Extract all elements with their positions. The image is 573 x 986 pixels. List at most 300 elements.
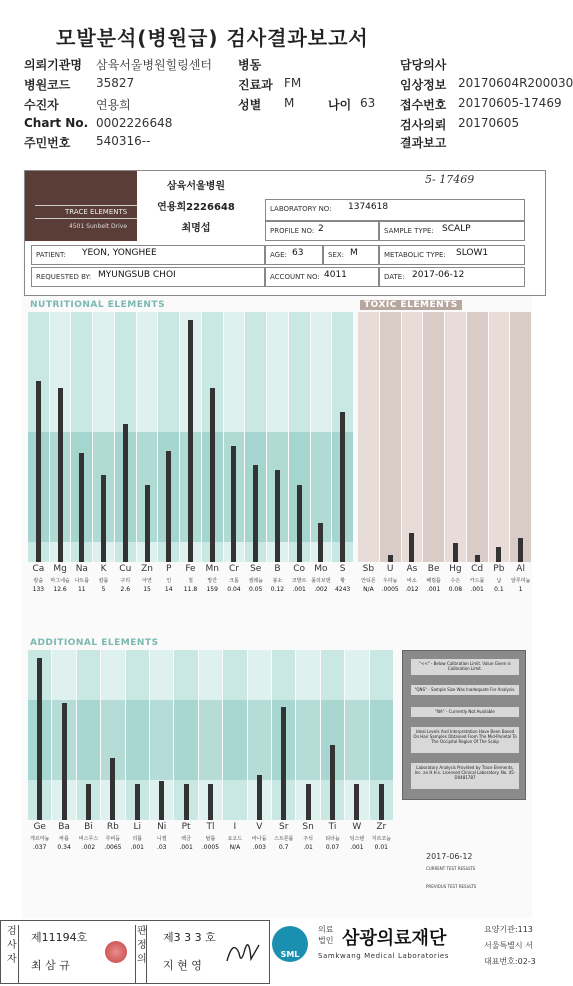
header-label: 진료과 [238, 78, 273, 92]
level-bar [257, 775, 262, 820]
level-bar [86, 784, 91, 820]
element-value: 2.6 [120, 586, 131, 593]
header-value: 35827 [96, 76, 135, 90]
element-column [93, 312, 114, 598]
element-value: .002 [81, 844, 96, 851]
reference-band [248, 700, 271, 780]
element-korean-name: 우라늄 [382, 578, 398, 584]
element-symbol: Cd [471, 564, 484, 574]
element-column [321, 650, 344, 868]
element-value: .0065 [104, 844, 122, 851]
footer [0, 918, 550, 986]
element-korean-name: 안티몬 [361, 578, 376, 584]
level-bar [166, 451, 171, 562]
sml-logo: SML [272, 926, 308, 962]
inspector-seal [105, 941, 127, 963]
legend-box [402, 650, 526, 800]
element-column [50, 312, 71, 598]
element-value: 15 [143, 586, 151, 593]
element-value: 0.1 [494, 586, 504, 593]
level-bar [354, 784, 359, 820]
additional-title: ADDITIONAL ELEMENTS [30, 638, 159, 648]
corp-english: Samkwang Medical Laboratories [318, 952, 450, 960]
reference-band [174, 700, 197, 780]
level-bar [518, 538, 523, 562]
patient-field [31, 245, 265, 265]
legend-note: "QNS" - Sample Size Was Inadequate For Analysis. [411, 685, 519, 695]
element-symbol: Mg [53, 564, 67, 574]
element-column [150, 650, 173, 868]
element-value: 11 [77, 586, 86, 593]
stamp-doctor: 최명섭 [181, 223, 211, 234]
element-column [510, 312, 531, 598]
element-korean-name: 바륨 [59, 836, 69, 842]
element-column [71, 312, 92, 598]
level-bar [188, 320, 193, 562]
element-value: .001 [130, 844, 144, 851]
element-value: .012 [405, 586, 419, 593]
element-korean-name: 루비듐 [105, 836, 121, 842]
element-symbol: Co [293, 564, 306, 574]
element-korean-name: 알루미늄 [510, 578, 531, 584]
additional-chart [28, 650, 394, 868]
element-column [289, 312, 310, 598]
element-value: 4243 [334, 586, 351, 593]
element-korean-name: 크롬 [229, 578, 239, 584]
inspector-label: 검사자 [7, 925, 19, 983]
element-column [115, 312, 136, 598]
element-symbol: K [100, 564, 107, 574]
age-value: 63 [292, 248, 304, 258]
element-column [28, 650, 51, 868]
reference-band [223, 700, 246, 780]
element-korean-name: 코발트 [291, 578, 307, 584]
sample-label: SAMPLE TYPE: [384, 227, 434, 235]
level-bar [379, 784, 384, 820]
lab-no-label: LABORATORY NO: [270, 205, 332, 213]
requested-value: MYUNGSUB CHOI [98, 270, 176, 280]
level-bar [135, 784, 140, 820]
level-bar [62, 703, 67, 820]
column-background [423, 312, 444, 562]
reference-band [150, 700, 173, 780]
header-label: 검사의뢰 [400, 118, 447, 132]
header-label: 의뢰기관명 [24, 58, 82, 72]
element-symbol: As [406, 564, 418, 574]
element-korean-name: 카드뮴 [469, 578, 485, 584]
element-korean-name: 칼슘 [33, 578, 44, 584]
element-symbol: I [233, 822, 237, 832]
lab-no-value: 1374618 [348, 202, 389, 212]
level-bar [253, 465, 258, 562]
element-korean-name: 게르마늄 [30, 836, 50, 842]
level-bar [496, 547, 501, 562]
element-symbol: Ti [328, 822, 337, 832]
element-symbol: P [166, 564, 172, 574]
column-background [467, 312, 488, 562]
element-symbol: Cu [119, 564, 132, 574]
element-korean-name: 바나듐 [252, 836, 267, 842]
legend-note: "<<" - Below Calibration Limit. Value Given is Calibration Limit. [411, 659, 519, 675]
element-column [77, 650, 100, 868]
element-column [137, 312, 158, 598]
element-korean-name: 수은 [450, 578, 461, 584]
legend-note: Ideal Levels And Interpretation Have Been Based On Hair Samples Obtained From The Mid-Parietal To The Occipital Region Of The Scalp [411, 727, 519, 753]
header-label: 병원코드 [24, 78, 71, 92]
element-column [158, 312, 179, 598]
element-value: .0005 [381, 586, 399, 593]
element-korean-name: 스트론튬 [274, 836, 294, 842]
toxic-title: TOXIC ELEMENTS [360, 300, 462, 310]
legend-note: Laboratory Analysis Provided by Trace Elements, Inc. an H.H.s. Licensed Clinical Laboratory. No. 45-D0481787 [411, 763, 519, 789]
level-bar [36, 381, 41, 563]
header-label: 병동 [238, 58, 262, 72]
element-column [267, 312, 288, 598]
element-korean-name: 지르코늄 [371, 836, 391, 842]
level-bar [123, 424, 128, 562]
level-bar [231, 446, 236, 562]
sex-label: SEX: [328, 251, 345, 259]
element-symbol: Al [516, 564, 525, 574]
element-value: .003 [252, 844, 266, 851]
element-korean-name: 텅스텐 [349, 836, 365, 842]
level-bar [110, 758, 115, 820]
metabolic-field [379, 245, 525, 265]
inspector-license: 제11194호 [31, 931, 88, 944]
inspector-name: 최 삼 규 [31, 959, 70, 972]
age-label: 나이 [328, 98, 352, 112]
element-value: 0.05 [249, 586, 263, 593]
header-label: 임상정보 [400, 78, 447, 92]
age-value: 63 [360, 96, 376, 110]
element-column [358, 312, 379, 598]
element-symbol: Sn [302, 822, 314, 832]
date-field [379, 267, 525, 287]
sex-value: M [350, 248, 358, 258]
element-symbol: V [256, 822, 263, 832]
level-bar [184, 784, 189, 820]
element-column [402, 312, 423, 598]
element-symbol: Hg [449, 564, 462, 574]
doctor-license: 제3 3 3 호 [163, 931, 216, 944]
element-value: 0.07 [325, 844, 340, 851]
profile-field [265, 221, 379, 241]
doctor-name: 지 현 영 [163, 959, 202, 972]
element-symbol: Zr [376, 822, 387, 832]
element-column [311, 312, 332, 598]
element-value: 0.08 [448, 586, 463, 593]
level-bar [210, 388, 215, 562]
lab-company: TRACE ELEMENTS [35, 205, 155, 219]
element-column [272, 650, 295, 868]
element-value: .001 [350, 844, 364, 851]
profile-label: PROFILE NO: [270, 227, 315, 235]
element-symbol: Ba [58, 822, 70, 832]
column-background [380, 312, 401, 562]
header-value: 20170605 [458, 116, 520, 130]
level-bar [388, 555, 393, 562]
element-column [52, 650, 75, 868]
element-column [248, 650, 271, 868]
level-bar [281, 707, 286, 820]
level-bar [37, 658, 42, 820]
element-symbol: Zn [141, 564, 153, 574]
element-value: .0005 [201, 844, 220, 851]
report-title: 모발분석(병원급) 검사결과보고서 [56, 26, 369, 50]
element-value: 133 [32, 586, 45, 593]
current-results-label: CURRENT TEST RESULTS [426, 866, 476, 871]
lab-info-box [24, 170, 546, 296]
reference-band [77, 700, 100, 780]
element-symbol: Sr [278, 822, 289, 832]
nutritional-title: NUTRITIONAL ELEMENTS [30, 300, 166, 310]
element-column [28, 312, 49, 598]
reference-band [345, 700, 368, 780]
element-column [180, 312, 201, 598]
reference-band [370, 700, 393, 780]
element-value: 11.8 [183, 586, 198, 593]
patient-value: YEON, YONGHEE [82, 248, 157, 258]
element-column [126, 650, 149, 868]
element-value: .001 [426, 586, 441, 593]
element-symbol: Na [75, 564, 88, 574]
level-bar [275, 470, 280, 562]
column-background [358, 312, 379, 562]
element-korean-name: 붕소 [272, 578, 283, 584]
metabolic-label: METABOLIC TYPE: [384, 251, 446, 259]
sample-field [379, 221, 525, 241]
account-label: ACCOUNT NO: [270, 273, 320, 281]
element-symbol: Cr [228, 564, 239, 574]
previous-results-label: PREVIOUS TEST RESULTS [426, 884, 477, 889]
header-value: M [284, 96, 295, 110]
element-korean-name: 베릴륨 [426, 578, 441, 584]
element-korean-name: 칼륨 [98, 578, 109, 584]
element-value: 0.34 [57, 844, 71, 851]
element-symbol: S [339, 564, 346, 574]
element-korean-name: 탈륨 [205, 836, 216, 842]
element-value: 0.01 [374, 844, 388, 851]
element-korean-name: 망간 [207, 578, 218, 584]
header-label: 성별 [238, 98, 262, 112]
element-symbol: Mn [205, 564, 219, 574]
lab-address: 4501 Sunbelt Drive [69, 223, 128, 230]
element-column [445, 312, 466, 598]
element-value: .001 [292, 586, 306, 593]
element-symbol: Se [250, 564, 262, 574]
level-bar [330, 745, 335, 820]
corp-info-1: 요양기관:113 [484, 925, 533, 934]
element-column [174, 650, 197, 868]
element-value: 159 [206, 586, 218, 593]
element-column [199, 650, 222, 868]
element-korean-name: 백금 [181, 836, 191, 842]
date-value: 2017-06-12 [412, 270, 465, 280]
corp-info-3: 대표번호:02-3 [484, 957, 536, 966]
element-korean-name: 인 [166, 578, 172, 584]
age-label: AGE: [270, 251, 287, 259]
element-korean-name: 니켈 [156, 836, 167, 842]
account-field [265, 267, 379, 287]
element-value: N/A [363, 586, 374, 593]
header-label: 주민번호 [24, 136, 71, 150]
element-column [296, 650, 319, 868]
element-korean-name: 요오드 [227, 836, 243, 842]
level-bar [297, 485, 302, 562]
element-column [223, 650, 246, 868]
level-bar [159, 781, 164, 820]
element-value: 5 [101, 586, 106, 593]
element-value: 12.6 [53, 586, 67, 593]
element-korean-name: 구리 [120, 578, 131, 584]
level-bar [409, 533, 414, 562]
element-value: .01 [303, 844, 313, 851]
element-korean-name: 철 [188, 578, 193, 584]
level-bar [453, 543, 458, 562]
sex-field [323, 245, 379, 265]
report-date: 2017-06-12 [426, 852, 473, 861]
level-bar [306, 784, 311, 820]
level-bar [208, 784, 213, 820]
header-label: 수진자 [24, 98, 59, 112]
element-symbol: Ca [32, 564, 45, 574]
element-korean-name: 황 [340, 578, 346, 584]
column-background [402, 312, 423, 562]
requested-field [31, 267, 265, 287]
corp-prefix: 의료법인 [318, 925, 334, 945]
level-bar [58, 388, 63, 562]
element-value: N/A [229, 844, 241, 851]
element-korean-name: 몰리브덴 [311, 578, 331, 584]
reference-band [296, 700, 319, 780]
header-value: FM [284, 76, 302, 90]
header-value: 연용희 [96, 98, 131, 112]
element-symbol: W [352, 822, 362, 832]
level-bar [79, 453, 84, 562]
header-value: 20170604R200030 [458, 76, 573, 90]
legend-note: "NA" - Currently Not Available [411, 707, 519, 717]
level-bar [101, 475, 106, 562]
element-korean-name: 셀레늄 [248, 578, 263, 584]
level-bar [475, 555, 480, 562]
stamp-patient: 연용희2226648 [157, 202, 235, 213]
hospital-stamp [137, 171, 255, 243]
element-symbol: B [274, 564, 281, 574]
element-symbol: Rb [106, 822, 119, 832]
metabolic-value: SLOW1 [456, 248, 489, 258]
element-value: 0.7 [278, 844, 289, 851]
doctor-signature [223, 935, 263, 971]
nutritional-chart [28, 312, 354, 598]
account-value: 4011 [324, 270, 347, 280]
element-column [202, 312, 223, 598]
header-value: 삼육서울병원힐링센터 [96, 58, 212, 72]
element-symbol: Tl [206, 822, 215, 832]
profile-value: 2 [318, 224, 324, 234]
element-column [370, 650, 393, 868]
element-column [423, 312, 444, 598]
element-value: 14 [164, 586, 173, 593]
element-value: .001 [470, 586, 484, 593]
corp-name: 삼광의료재단 [342, 928, 447, 949]
element-korean-name: 리튬 [132, 836, 143, 842]
reference-band [199, 700, 222, 780]
element-value: .037 [33, 844, 47, 851]
element-value: .001 [179, 844, 193, 851]
level-bar [340, 412, 345, 562]
requested-label: REQUESTED BY: [36, 273, 92, 281]
element-symbol: Mo [314, 564, 328, 574]
doctor-label: 판정의 [135, 925, 147, 983]
element-symbol: Pb [493, 564, 505, 574]
header-label: 결과보고 [400, 136, 447, 150]
element-korean-name: 마그네슘 [50, 578, 70, 584]
stamp-hospital: 삼육서울병원 [167, 181, 225, 192]
toxic-chart [358, 312, 532, 598]
element-value: 1 [518, 586, 523, 593]
age-field [265, 245, 323, 265]
element-symbol: Li [133, 822, 142, 832]
element-korean-name: 나트륨 [74, 578, 90, 584]
element-value: 0.12 [270, 586, 285, 593]
column-background [489, 312, 510, 562]
header-label: 담당의사 [400, 58, 447, 72]
lab-no-field [265, 199, 525, 221]
element-korean-name: 납 [496, 578, 502, 584]
element-symbol: Bi [84, 822, 93, 832]
element-korean-name: 주석 [303, 836, 313, 842]
element-column [332, 312, 353, 598]
element-symbol: Be [427, 564, 440, 574]
level-bar [145, 485, 150, 562]
element-value: .002 [314, 586, 328, 593]
element-korean-name: 아연 [142, 578, 152, 584]
element-column [245, 312, 266, 598]
element-korean-name: 비소 [407, 578, 417, 584]
header-label: Chart No. [24, 116, 89, 130]
element-column [467, 312, 488, 598]
element-symbol: Ni [157, 822, 167, 832]
handwritten-note: 5- 17469 [425, 173, 475, 186]
date-label: DATE: [384, 273, 405, 281]
element-symbol: Pt [181, 822, 191, 832]
element-column [224, 312, 245, 598]
patient-label: PATIENT: [36, 251, 66, 259]
element-value: 0.04 [227, 586, 241, 593]
element-column [489, 312, 510, 598]
corp-info-2: 서울특별시 서 [484, 941, 533, 950]
header-value: 0002226648 [96, 116, 173, 130]
header-label: 접수번호 [400, 98, 447, 112]
element-column [101, 650, 124, 868]
header-value: 540316-- [96, 134, 151, 148]
element-symbol: Ge [33, 822, 46, 832]
element-symbol: U [386, 564, 394, 574]
signature-box [0, 920, 270, 984]
sample-value: SCALP [442, 224, 471, 234]
element-column [345, 650, 368, 868]
lab-report [22, 170, 532, 930]
element-symbol: Sb [362, 564, 375, 574]
element-korean-name: 티타늄 [325, 836, 340, 842]
level-bar [318, 523, 323, 562]
header-value: 20170605-17469 [458, 96, 562, 110]
element-value: .03 [156, 844, 167, 851]
reference-band [126, 700, 149, 780]
column-background [445, 312, 466, 562]
element-column [380, 312, 401, 598]
element-symbol: Fe [185, 564, 196, 574]
